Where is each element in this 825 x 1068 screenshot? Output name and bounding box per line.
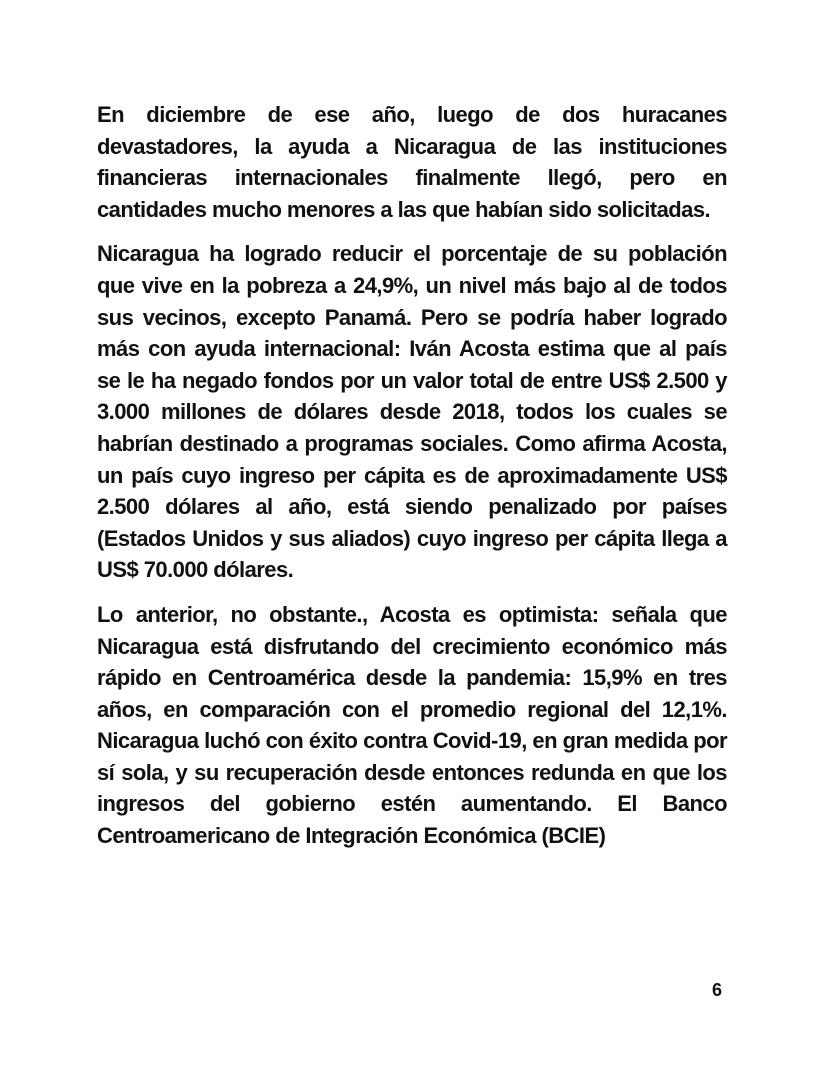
paragraph-poverty-reduction: Nicaragua ha logrado reducir el porcentaje de su población que vive en la pobreza a 24,9%, un nivel más bajo al de todos sus vecinos, excepto Panamá. Pero se podría haber logrado más con ayuda internacional: Iván Acosta estima que al país se le ha negado fondos por un valor total de entre US$ 2.500 y 3.000 millones de dólares desde 2018, todos los cuales se habrían destinado a programas sociales. Como afirma Acosta, un país cuyo ingreso per cápita es de aproximadamente US$ 2.500 dólares al año, está siendo penalizado por países (Estados Unidos y sus aliados) cuyo ingreso per cápita llega a US$ 70.000 dólares.: [97, 241, 727, 583]
paragraph-economic-growth: Lo anterior, no obstante., Acosta es optimista: señala que Nicaragua está disfrutando del crecimiento económico más rápido en Centroamérica desde la pandemia: 15,9% en tres años, en comparación con el promedio regional del 12,1%. Nicaragua luchó con éxito contra Covid-19, en gran medida por sí sola, y su recuperación desde entonces redunda en que los ingresos del gobierno estén aumentando. El Banco Centroamericano de Integración Económica (BCIE): [97, 601, 727, 849]
paragraph-hurricane-aid: En diciembre de ese año, luego de dos huracanes devastadores, la ayuda a Nicaragua de las instituciones financieras internacionales finalmente llegó, pero en cantidades mucho menores a las que habían sido solicitadas.: [97, 102, 727, 222]
page-number: 6: [712, 980, 723, 1000]
body-text: [97, 99, 727, 865]
